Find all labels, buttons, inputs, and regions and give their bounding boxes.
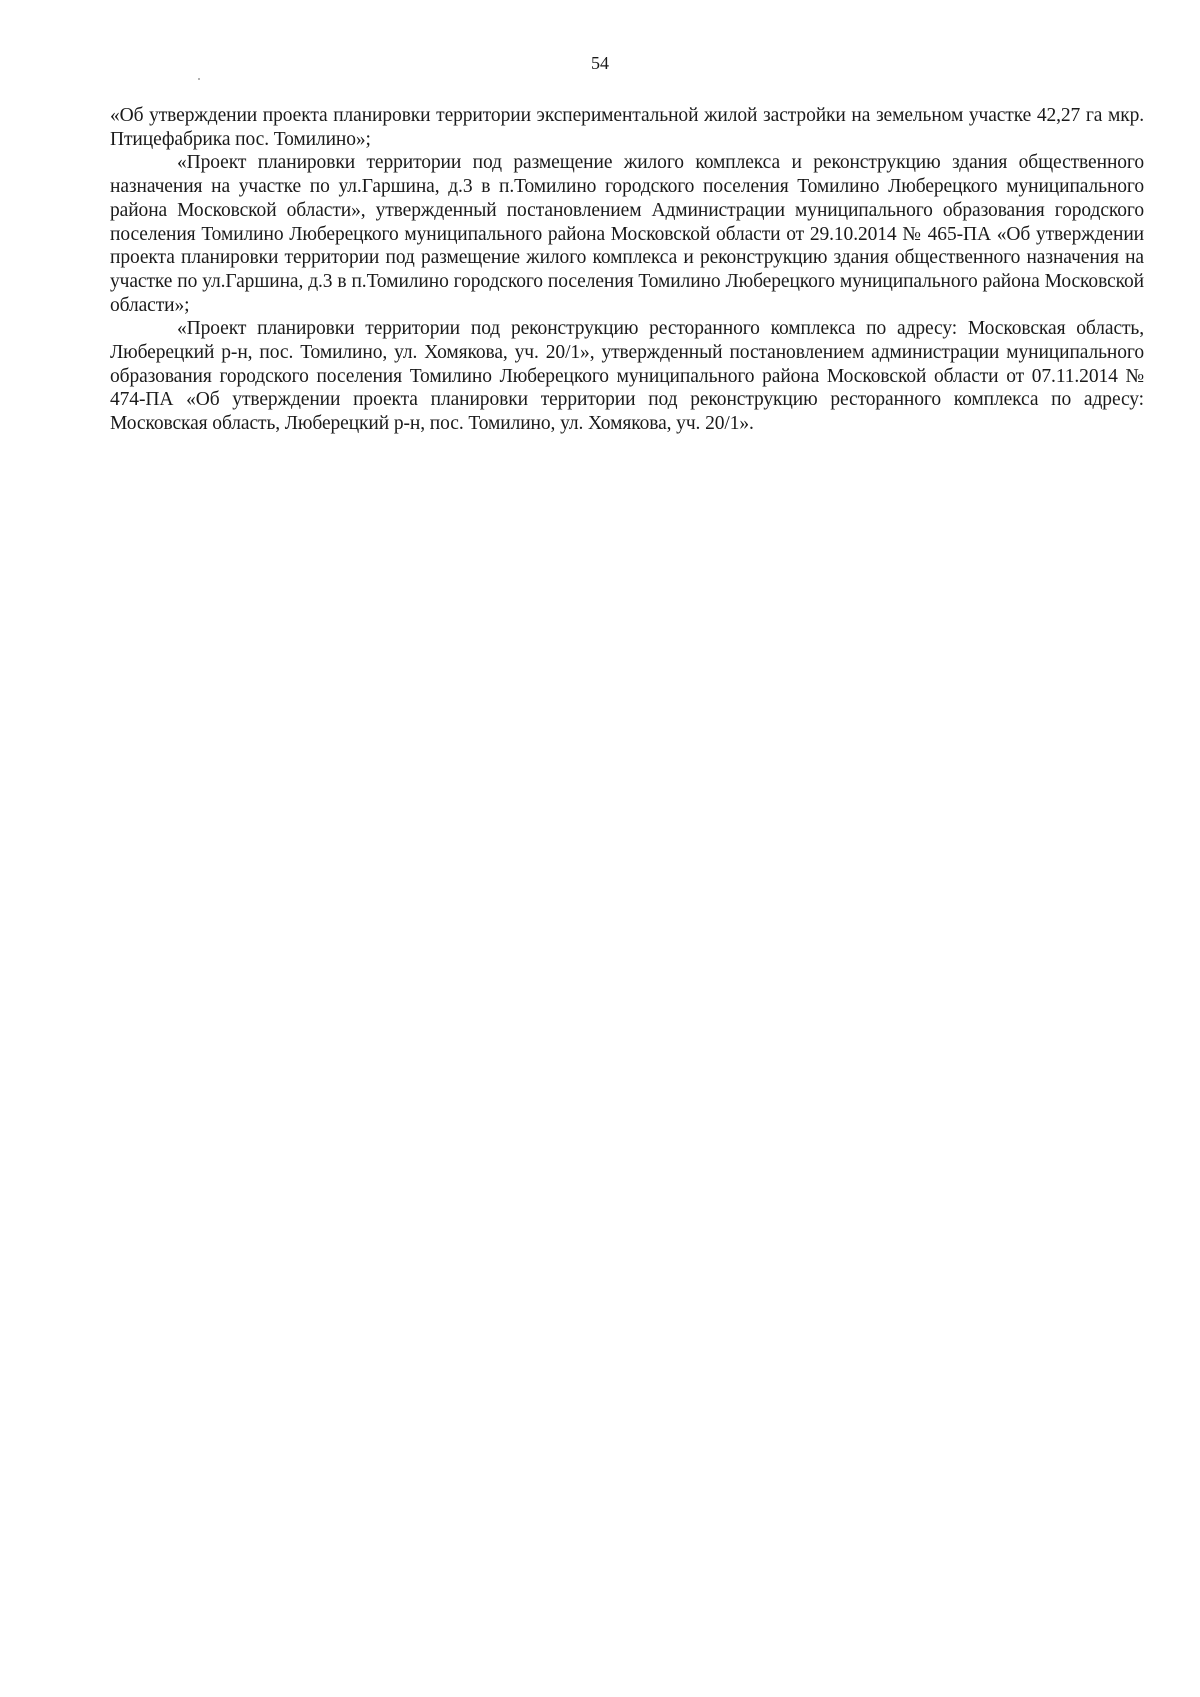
scan-speck <box>198 78 200 80</box>
paragraph-garshina-project: «Проект планировки территории под размещение жилого комплекса и реконструкцию здания общественного назначения на участке по ул.Гаршина, д.3 в п.Томилино городского поселения Томилино Люберецкого муниципального района Московской области», утвержденный постановлением Администрации муниципального образования городского поселения Томилино Люберецкого муниципального района Московской области от 29.10.2014 № 465-ПА «Об утверждении проекта планировки территории под размещение жилого комплекса и реконструкцию здания общественного назначения на участке по ул.Гаршина, д.3 в п.Томилино городского поселения Томилино Люберецкого муниципального района Московской области»; <box>110 152 1144 316</box>
page-number: 54 <box>591 53 609 73</box>
paragraph-continuation: «Об утверждении проекта планировки территории экспериментальной жилой застройки на земельном участке 42,27 га мкр. Птицефабрика пос. Томилино»; <box>110 105 1144 150</box>
document-body <box>110 104 1144 436</box>
paragraph-restaurant-project: «Проект планировки территории под реконструкцию ресторанного комплекса по адресу: Московская область, Люберецкий р-н, пос. Томилино, ул. Хомякова, уч. 20/1», утвержденный постановлением администрации муниципального образования городского поселения Томилино Люберецкого муниципального района Московской области от 07.11.2014 № 474-ПА «Об утверждении проекта планировки территории под реконструкцию ресторанного комплекса по адресу: Московская область, Люберецкий р-н, пос. Томилино, ул. Хомякова, уч. 20/1». <box>110 318 1144 435</box>
